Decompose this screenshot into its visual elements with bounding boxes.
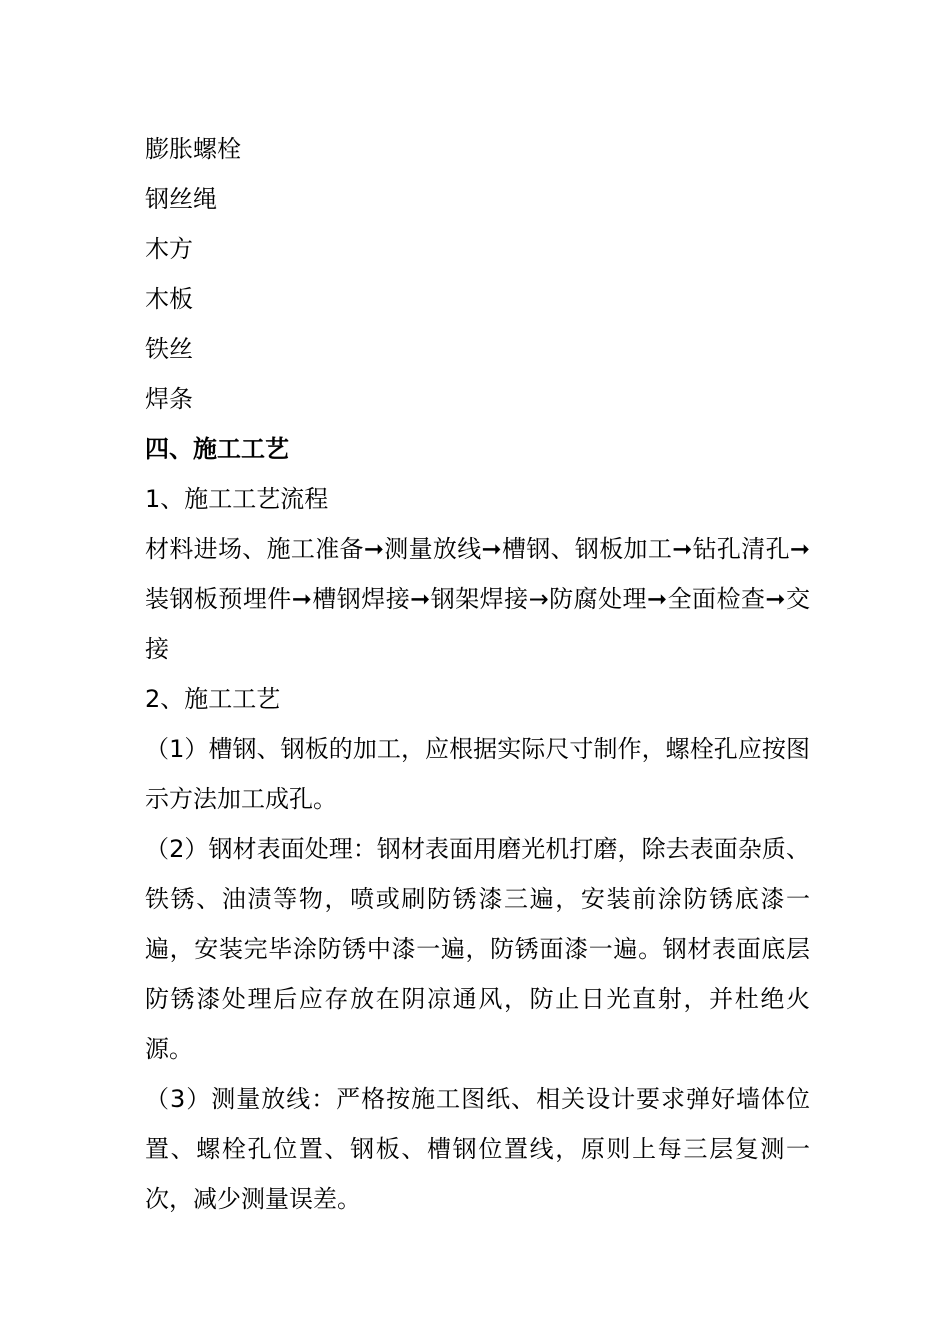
material-item: 铁丝: [145, 335, 193, 363]
subsection-title-process: 2、施工工艺: [145, 685, 281, 713]
material-item: 膨胀螺栓: [145, 135, 241, 163]
material-item: 木板: [145, 285, 193, 313]
document-page: [145, 124, 810, 1224]
material-item: 木方: [145, 235, 193, 263]
section-heading: 四、施工工艺: [145, 435, 289, 463]
subsection-title-flow: 1、施工工艺流程: [145, 485, 329, 513]
material-item: 钢丝绳: [145, 185, 217, 213]
process-flow-paragraph: 材料进场、施工准备➞测量放线➞槽钢、钢板加工➞钻孔清孔➞装钢板预埋件➞槽钢焊接➞钢架焊接→防腐处理➞全面检查➞交接: [145, 535, 810, 663]
step-1-paragraph: （1）槽钢、钢板的加工，应根据实际尺寸制作，螺栓孔应按图示方法加工成孔。: [145, 735, 810, 813]
material-item: 焊条: [145, 385, 193, 413]
step-3-paragraph: （3）测量放线：严格按施工图纸、相关设计要求弹好墙体位置、螺栓孔位置、钢板、槽钢位置线，原则上每三层复测一次，减少测量误差。: [145, 1085, 810, 1213]
step-2-paragraph: （2）钢材表面处理：钢材表面用磨光机打磨，除去表面杂质、铁锈、油渍等物，喷或刷防锈漆三遍，安装前涂防锈底漆一遍，安装完毕涂防锈中漆一遍，防锈面漆一遍。钢材表面底层防锈漆处理后应存放在阴凉通风，防止日光直射，并杜绝火源。: [145, 835, 810, 1063]
